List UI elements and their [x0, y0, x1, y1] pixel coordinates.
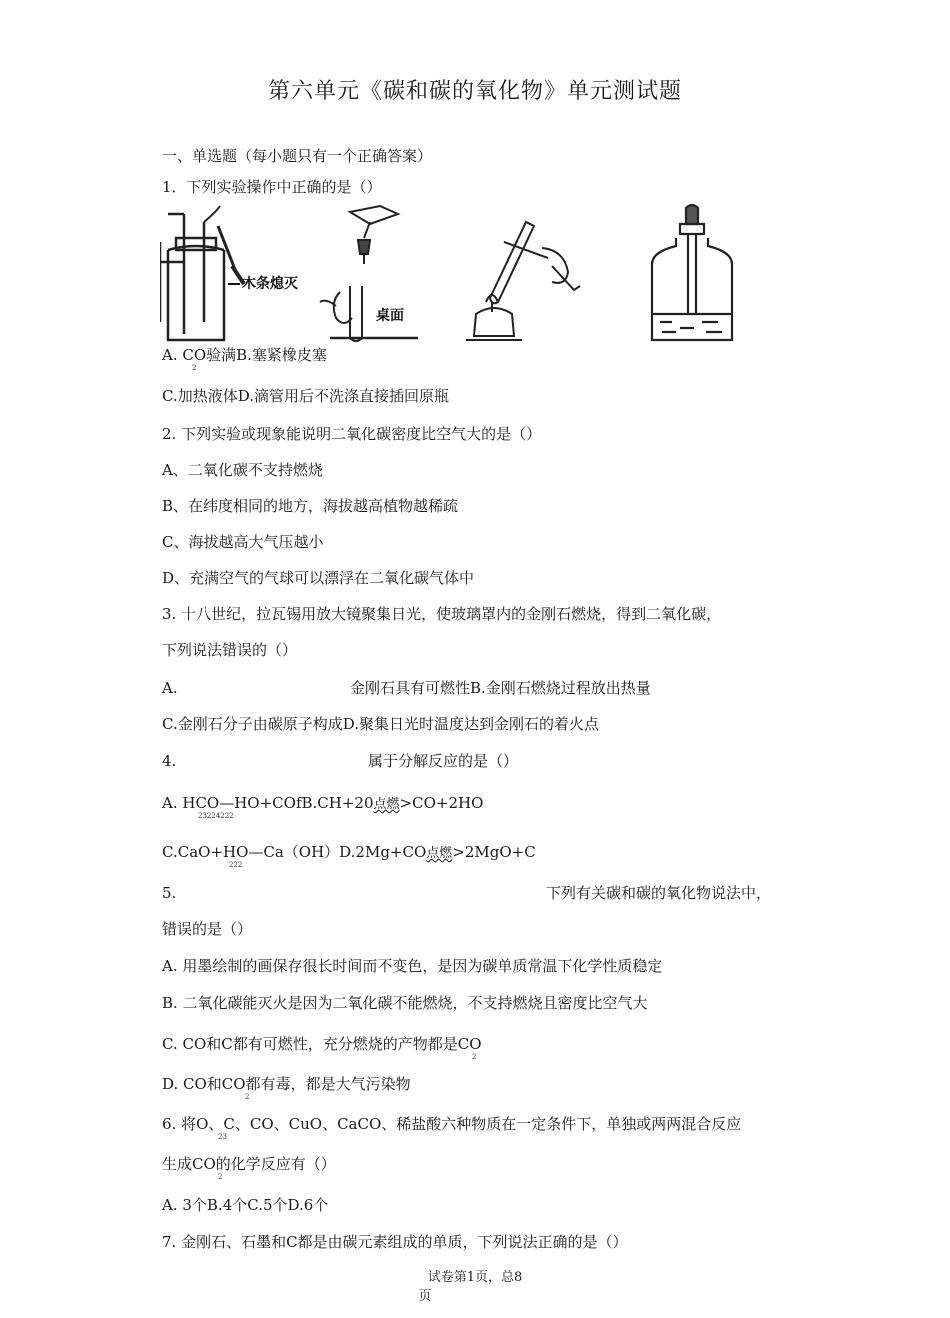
subscript: 2	[192, 364, 197, 372]
section-heading: 一、单选题（每小题只有一个正确答案）	[162, 147, 433, 165]
question-5-number: 5.	[162, 884, 177, 902]
subscript: 222	[229, 861, 243, 869]
page-footer-line-2: 页	[418, 1289, 432, 1304]
fig-label-table: 桌面	[376, 307, 404, 323]
question-3-option-a-label: A.	[162, 679, 178, 697]
stopper-figure	[310, 202, 420, 344]
subscript: 2	[472, 1053, 477, 1061]
question-2-option-d: D、充满空气的气球可以漂浮在二氧化碳气体中	[162, 569, 475, 587]
dropper-bottle-figure	[646, 202, 736, 344]
question-2-option-b: B、在纬度相同的地方，海拔越高植物越稀疏	[162, 497, 459, 515]
ignite-condition: 点燃	[426, 846, 453, 861]
subscript: 2	[218, 1173, 223, 1181]
equation-c: C.CaO+HO—Ca（OH）D.2Mg+CO	[162, 843, 427, 861]
equation-a-product: >CO+2HO	[399, 794, 484, 812]
question-5-stem-2: 错误的是（）	[162, 920, 253, 938]
question-3-stem-1: 3. 十八世纪，拉瓦锡用放大镜聚集日光，使玻璃罩内的金刚石燃烧，得到二氧化碳，	[162, 605, 722, 623]
question-2-option-a: A、二氧化碳不支持燃烧	[162, 461, 323, 479]
equation-c-product: >2MgO+C	[452, 843, 536, 861]
question-5-option-a: A. 用墨绘制的画保存很长时间而不变色，是因为碳单质常温下化学性质稳定	[162, 957, 663, 975]
co2-collection-figure	[160, 202, 330, 344]
question-3-option-c: C.金刚石分子由碳原子构成D.聚集日光时温度达到金刚石的着火点	[162, 715, 599, 733]
page-title: 第六单元《碳和碳的氧化物》单元测试题	[267, 79, 682, 104]
question-5-option-b: B. 二氧化碳能灭火是因为二氧化碳不能燃烧，不支持燃烧且密度比空气大	[162, 994, 648, 1012]
question-3-option-a: 金刚石具有可燃性B.金刚石燃烧过程放出热量	[350, 679, 651, 697]
ignite-condition: 点燃	[373, 797, 400, 812]
question-1-stem: 1．下列实验操作中正确的是（）	[162, 178, 382, 196]
question-2-stem: 2. 下列实验或现象能说明二氧化碳密度比空气大的是（）	[162, 425, 542, 443]
question-6-options: A. 3个B.4个C.5个D.6个	[162, 1196, 329, 1214]
page-footer-line-1: 试卷第1页，总8	[427, 1270, 523, 1285]
question-5-stem-1: 下列有关碳和碳的氧化物说法中，	[546, 884, 772, 902]
question-3-stem-2: 下列说法错误的（）	[162, 641, 298, 659]
equation-a: A. HCO—HO+COfB.CH+20	[162, 794, 374, 812]
question-4-stem: 属于分解反应的是（）	[368, 752, 519, 770]
question-1-option-a: A. CO验满B.塞紧橡皮塞	[162, 346, 327, 364]
question-5-option-c: C. CO和C都有可燃性，充分燃烧的产物都是CO	[162, 1035, 482, 1053]
question-6-stem-2: 生成CO的化学反应有（）	[162, 1155, 336, 1173]
question-4-option-c	[162, 842, 536, 864]
question-1-option-c: C.加热液体D.滴管用后不洗涤直接插回原瓶	[162, 387, 449, 405]
question-5-option-d: D. CO和CO都有毒，都是大气污染物	[162, 1075, 411, 1093]
fig-label-flame-out: 木条熄灭	[242, 275, 298, 291]
subscript: 2	[245, 1093, 250, 1101]
question-7-stem: 7. 金刚石、石墨和C都是由碳元素组成的单质，下列说法正确的是（）	[162, 1233, 628, 1251]
question-6-stem-1: 6. 将O、C、CO、CuO、CaCO、稀盐酸六种物质在一定条件下，单独或两两混合反应	[162, 1115, 742, 1133]
question-1-figures	[160, 202, 730, 344]
subscript: 23	[218, 1133, 227, 1141]
subscript: 23224222	[198, 812, 234, 820]
heating-liquid-figure	[456, 202, 586, 344]
question-2-option-c: C、海拔越高大气压越小	[162, 533, 324, 551]
question-4-number: 4.	[162, 752, 177, 770]
